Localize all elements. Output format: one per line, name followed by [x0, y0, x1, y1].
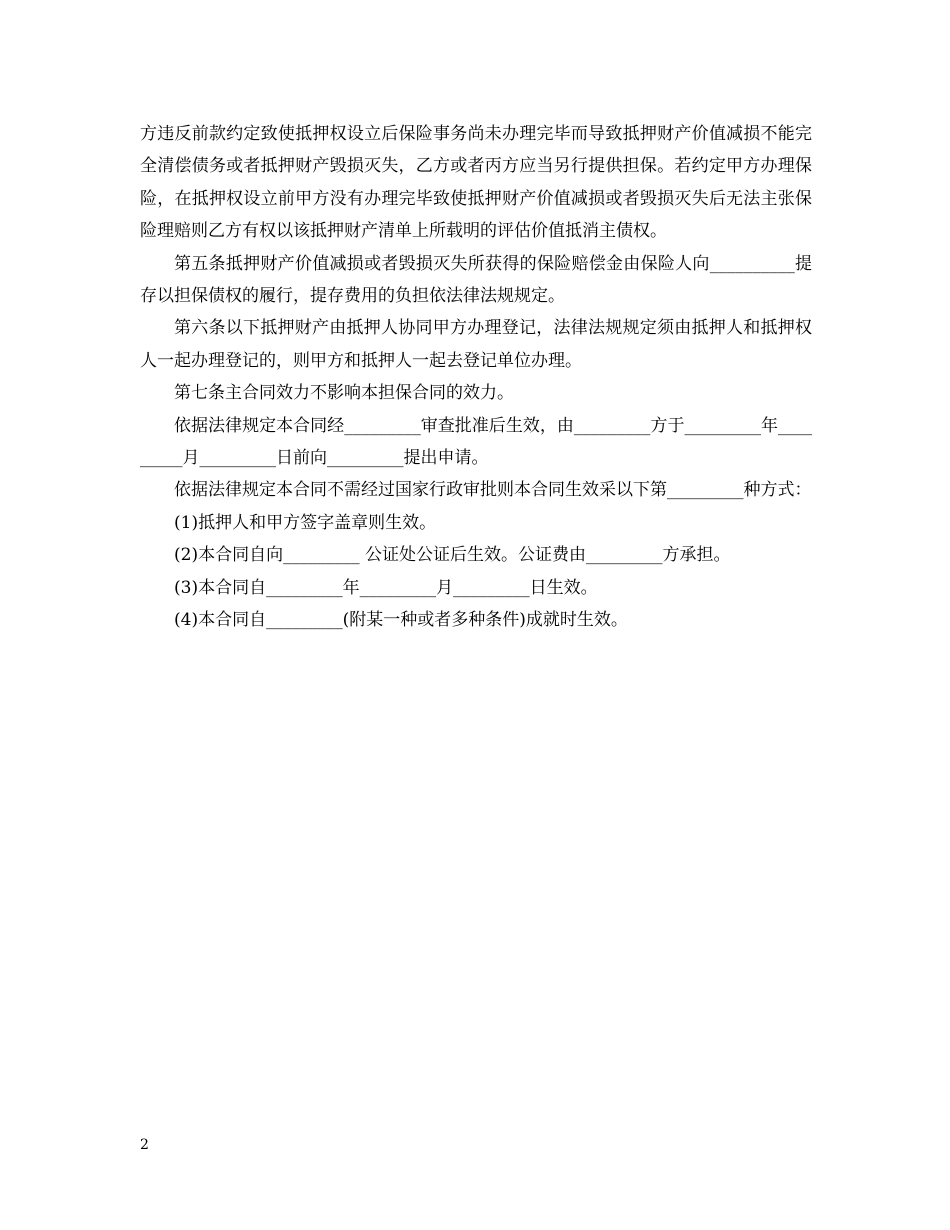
document-body — [140, 118, 812, 637]
paragraph-article-6: 第六条以下抵押财产由抵押人协同甲方办理登记，法律法规规定须由抵押人和抵押权人一起办理登记的，则甲方和抵押人一起去登记单位办理。 — [140, 318, 812, 371]
paragraph-insurance-clause: 方违反前款约定致使抵押权设立后保险事务尚未办理完毕而导致抵押财产价值减损不能完全清偿债务或者抵押财产毁损灭失，乙方或者丙方应当另行提供担保。若约定甲方办理保险，在抵押权设立前甲方没有办理完毕致使抵押财产价值减损或者毁损灭失后无法主张保险理赔则乙方有权以该抵押财产清单上所载明的评估价值抵消主债权。 — [140, 124, 812, 242]
list-item-method-3: (3)本合同自_________年_________月_________日生效。 — [174, 577, 598, 598]
list-item-method-1: (1)抵押人和甲方签字盖章则生效。 — [174, 512, 437, 533]
paragraph-article-7: 第七条主合同效力不影响本担保合同的效力。 — [174, 383, 514, 404]
list-item-method-2: (2)本合同自向_________ 公证处公证后生效。公证费由_________方承担。 — [174, 545, 731, 566]
paragraph-approval-clause: 依据法律规定本合同经_________审查批准后生效，由_________方于_________年_________月_________日前向_________提出申请。 — [140, 415, 812, 469]
paragraph-article-5: 第五条抵押财产价值减损或者毁损灭失所获得的保险赔偿金由保险人向__________提存以担保债权的履行，提存费用的负担依法律法规规定。 — [140, 253, 812, 307]
page-number: 2 — [140, 1137, 149, 1153]
paragraph-effect-methods: 依据法律规定本合同不需经过国家行政审批则本合同生效采以下第_________种方式： — [174, 480, 812, 501]
list-item-method-4: (4)本合同自_________(附某一种或者多种条件)成就时生效。 — [174, 610, 628, 631]
